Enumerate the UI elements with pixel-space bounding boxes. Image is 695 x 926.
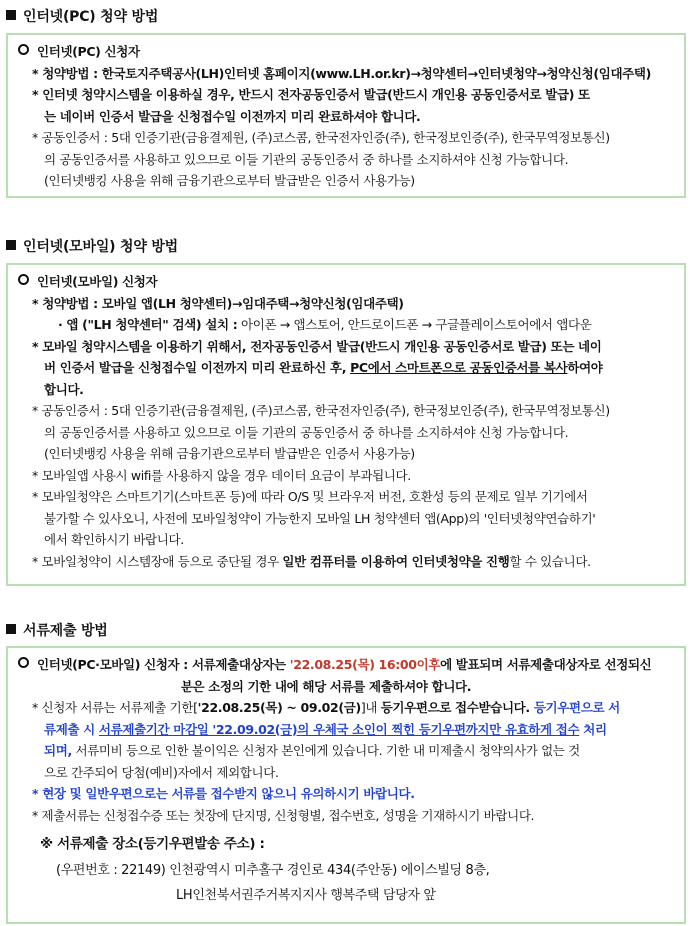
pc-cert-info-3: (인터넷뱅킹 사용을 위해 금융기관으로부터 발급받은 인증서 사용가능) [44, 173, 415, 188]
section-heading-mobile: 인터넷(모바일) 청약 방법 [6, 236, 178, 256]
pc-cert-info-1: * 공동인증서 : 5대 인증기관(금융결제원, (주)코스콤, 한국전자인증(주), 한국정보인증(주), 한국무역정보통신) [32, 130, 610, 145]
circle-bullet-icon [18, 274, 29, 285]
submission-place-title: ※ 서류제출 장소(등기우편발송 주소) : [40, 836, 265, 852]
documents-deadline-line-1: * 신청자 서류는 서류제출 기한['22.08.25(목) ~ 09.02(금)]내 등기우편으로 접수받습니다. 등기우편으로 서 [32, 700, 620, 715]
mobile-app-install-line: · 앱 ("LH 청약센터" 검색) 설치 : 아이폰 → 앱스토어, 안드로이드폰 → 구글플레이스토어에서 앱다운 [58, 317, 592, 332]
documents-deadline-line-4: 으로 간주되어 당첨(예비)자에서 제외합니다. [44, 764, 279, 780]
mobile-cert-line-2: 버 인증서 발급을 신청접수일 이전까지 미리 완료하신 후, PC에서 스마트폰으로 공동인증서를 복사하여야 [44, 360, 603, 375]
submission-address-line-2: LH인천북서권주거복지지사 행복주택 담당자 앞 [176, 888, 436, 903]
mobile-cert-info-2: 의 공동인증서를 사용하고 있으므로 이들 기관의 공동인증서 중 하나를 소지하셔야 신청 가능합니다. [44, 424, 569, 440]
mobile-device-note-3: 에서 확인하시기 바랍니다. [44, 532, 184, 547]
mobile-fallback-note: * 모바일청약이 시스템장애 등으로 중단될 경우 일반 컴퓨터를 이용하여 인터넷청약을 진행할 수 있습니다. [32, 553, 591, 569]
pc-method-line: * 청약방법 : 한국토지주택공사(LH)인터넷 홈페이지(www.LH.or.kr)→청약센터→인터넷청약→청약신청(임대주택) [32, 65, 651, 81]
square-bullet-icon [6, 624, 16, 634]
document-submission-box [6, 646, 686, 924]
mobile-device-note-1: * 모바일청약은 스마트기기(스마트폰 등)에 따라 O/S 및 브라우저 버전, 호환성 등의 문제로 일부 기기에서 [32, 489, 588, 504]
documents-deadline-line-3: 되며, 서류미비 등으로 인한 불이익은 신청자 본인에게 있습니다. 기한 내 미제출시 청약의사가 없는 것 [44, 743, 580, 758]
documents-labeling-note: * 제출서류는 신청접수증 또는 첫장에 단지명, 신청형별, 접수번호, 성명을 기재하시기 바랍니다. [32, 807, 535, 823]
square-bullet-icon [6, 240, 16, 250]
pc-application-box [6, 33, 686, 198]
mobile-device-note-2: 불가할 수 있사오니, 사전에 모바일청약이 가능한지 모바일 LH 청약센터 앱(App)의 '인터넷청약연습하기' [44, 510, 596, 526]
section-heading-pc: 인터넷(PC) 청약 방법 [6, 6, 158, 26]
mobile-application-box [6, 263, 686, 586]
mobile-cert-line-3: 합니다. [44, 381, 84, 397]
circle-bullet-icon [18, 657, 29, 668]
square-bullet-icon [6, 10, 16, 20]
documents-mail-warning: * 현장 및 일반우편으로는 서류를 접수받지 않으니 유의하시기 바랍니다. [32, 786, 415, 801]
mobile-cert-info-1: * 공동인증서 : 5대 인증기관(금융결제원, (주)코스콤, 한국전자인증(주), 한국정보인증(주), 한국무역정보통신) [32, 403, 610, 418]
documents-deadline-line-2: 류제출 시 서류제출기간 마감일 '22.09.02(금)의 우체국 소인이 찍힌 등기우편까지만 유효하게 접수 처리 [44, 721, 607, 737]
mobile-cert-line-1: * 모바일 청약시스템을 이용하기 위해서, 전자공동인증서 발급(반드시 개인용 공동인증서로 발급) 또는 네이 [32, 338, 602, 354]
documents-box-title: 인터넷(PC·모바일) 신청자 : 서류제출대상자는 '22.08.25(목) 16:00이후에 발표되며 서류제출대상자로 선정되신 [18, 654, 674, 676]
mobile-method-line: * 청약방법 : 모바일 앱(LH 청약센터)→임대주택→청약신청(임대주택) [32, 295, 404, 311]
mobile-wifi-note: * 모바일앱 사용시 wifi를 사용하지 않을 경우 데이터 요금이 부과됩니다. [32, 467, 411, 483]
mobile-box-title: 인터넷(모바일) 신청자 [18, 271, 674, 293]
pc-box-title: 인터넷(PC) 신청자 [18, 41, 674, 63]
pc-cert-info-2: 의 공동인증서를 사용하고 있으므로 이들 기관의 공동인증서 중 하나를 소지하셔야 신청 가능합니다. [44, 151, 569, 167]
circle-bullet-icon [18, 44, 29, 55]
section-heading-documents: 서류제출 방법 [6, 620, 108, 640]
pc-cert-line-2: 는 네이버 인증서 발급을 신청접수일 이전까지 미리 완료하셔야 합니다. [44, 108, 421, 124]
submission-address-line-1: (우편번호 : 22149) 인천광역시 미추홀구 경인로 434(주안동) 에이스빌딩 8층, [56, 862, 490, 878]
documents-box-subtitle: 분은 소정의 기한 내에 해당 서류를 제출하셔야 합니다. [180, 678, 472, 694]
mobile-cert-info-3: (인터넷뱅킹 사용을 위해 금융기관으로부터 발급받은 인증서 사용가능) [44, 446, 415, 461]
pc-cert-line-1: * 인터넷 청약시스템을 이용하실 경우, 반드시 전자공동인증서 발급(반드시 개인용 공동인증서로 발급) 또 [32, 87, 590, 102]
